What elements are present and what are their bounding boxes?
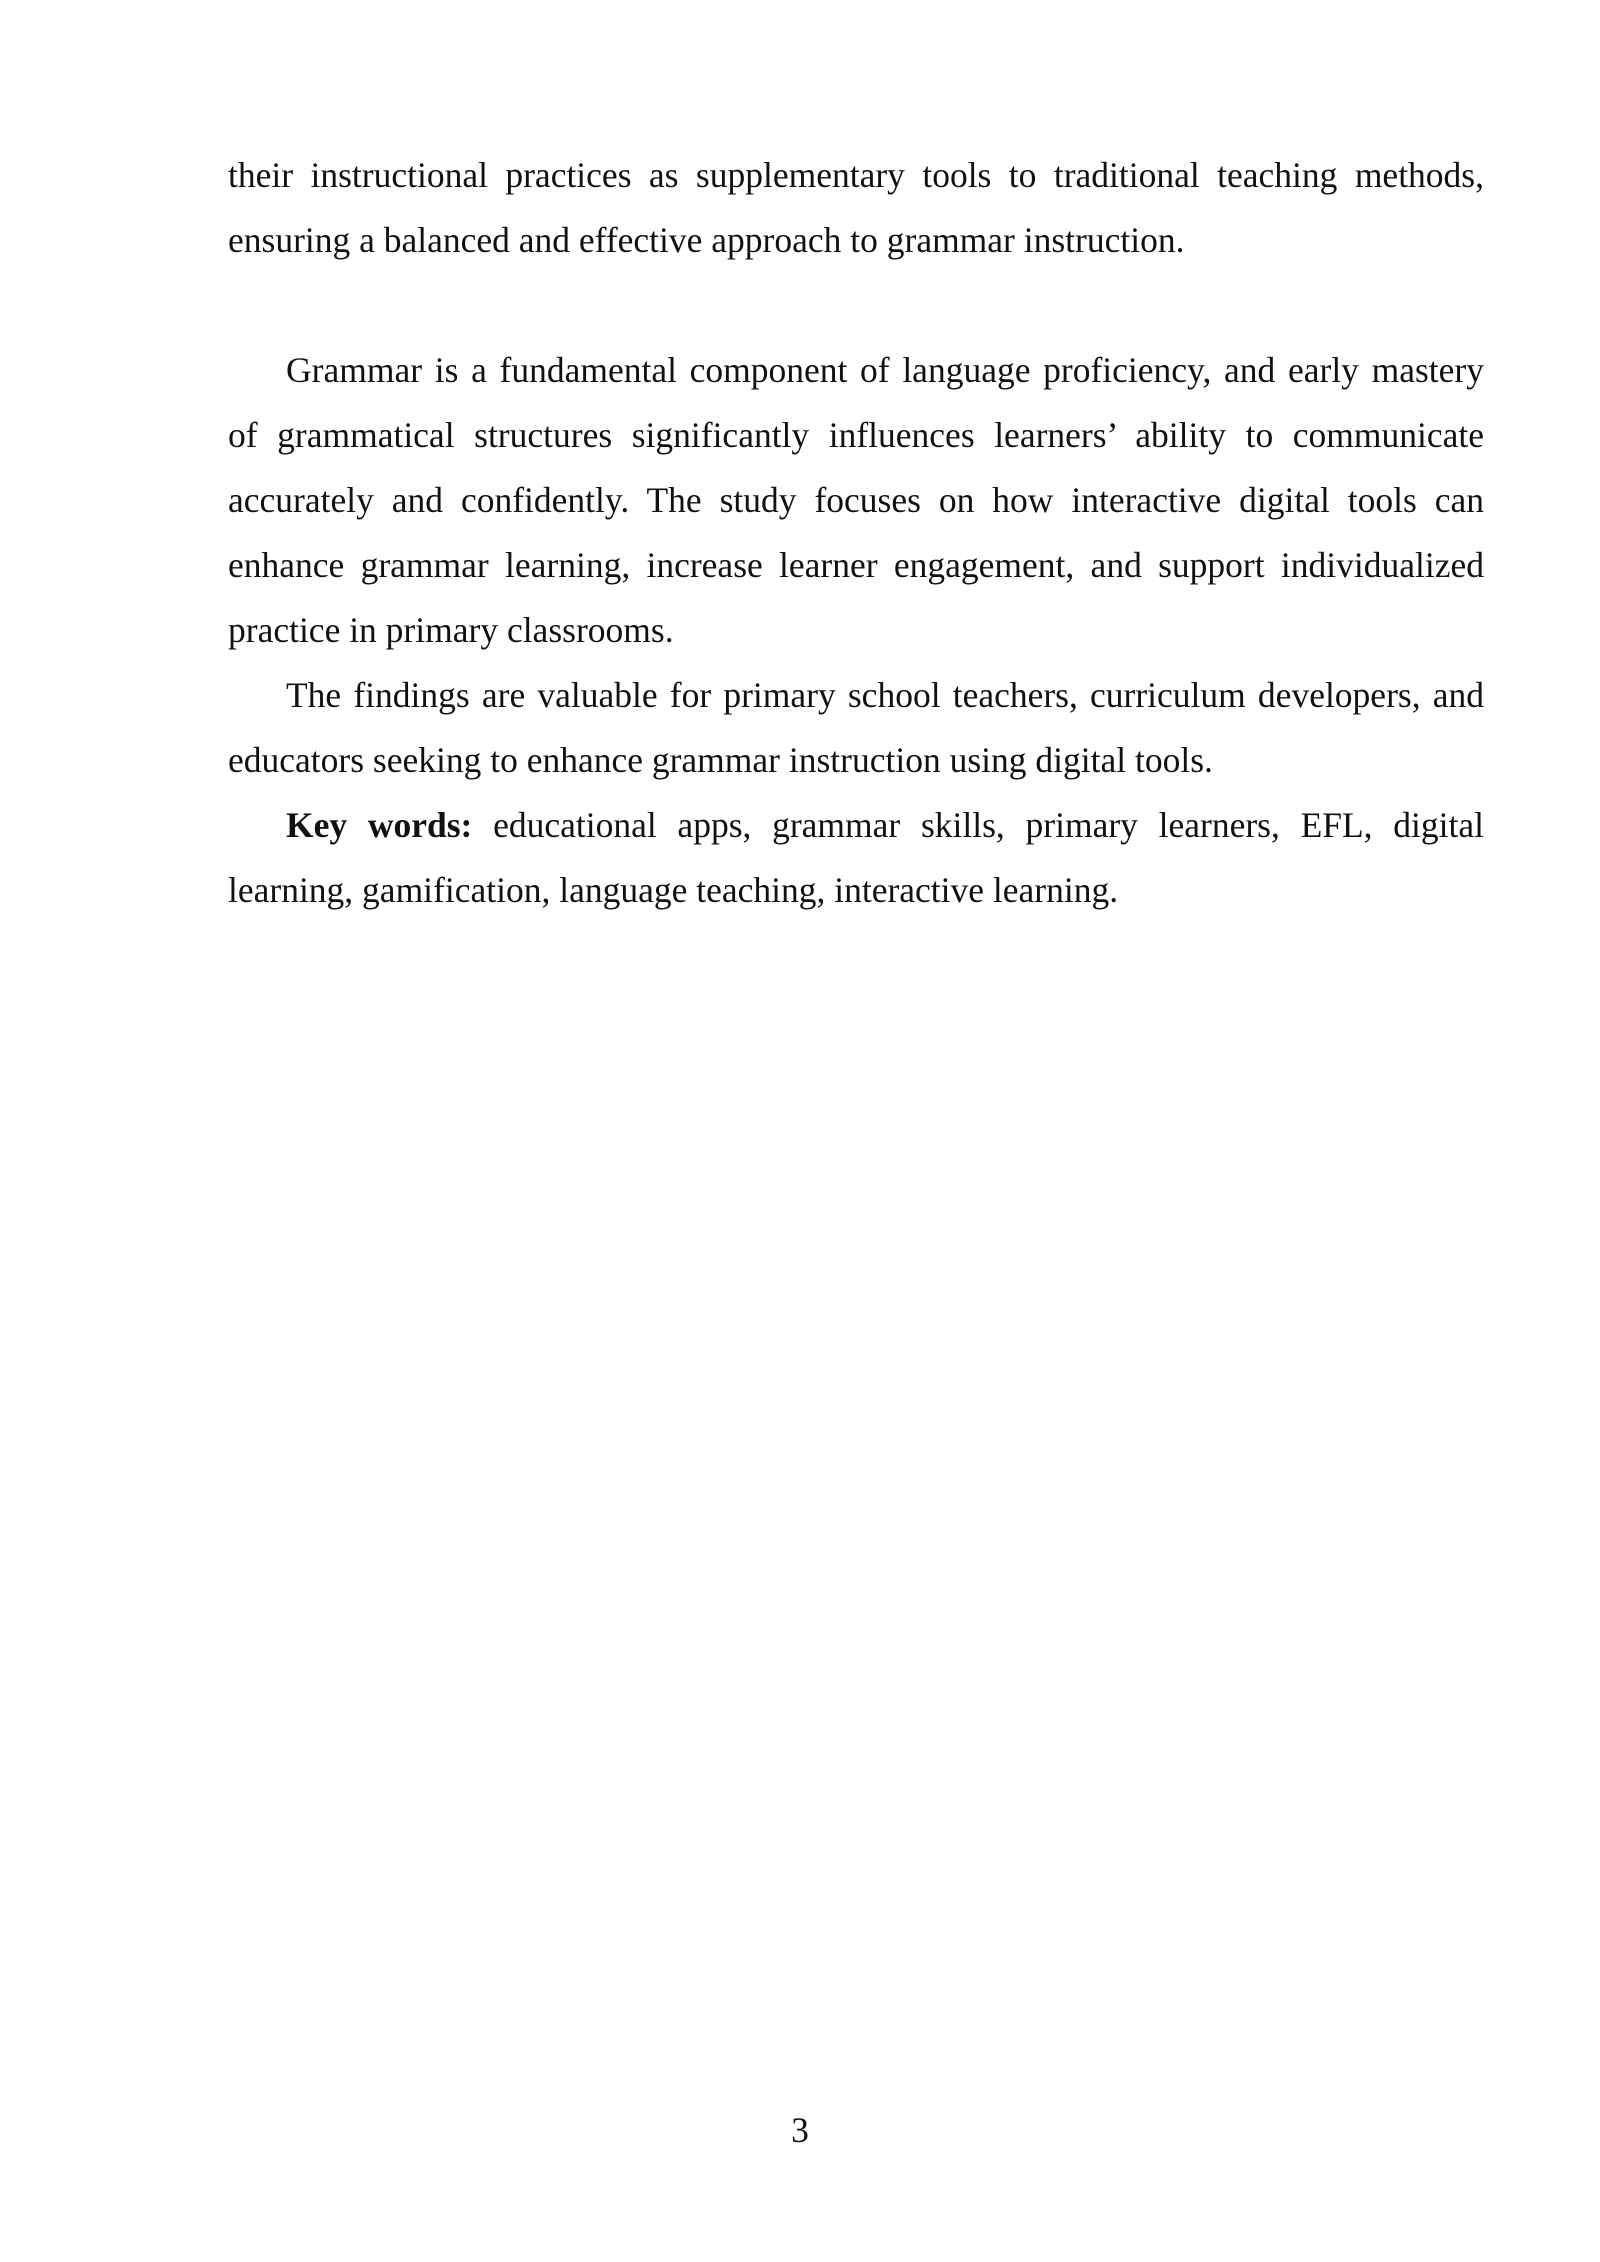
paragraph-findings: The findings are valuable for primary school teachers, curriculum developers, and educators seeking to enhance grammar instruction using digital tools. [228, 675, 1484, 780]
paragraph-keywords [228, 793, 1484, 923]
keywords-text: educational apps, grammar skills, primary learners, EFL, digital learning, gamification, language teaching, interactive learning. [228, 805, 1484, 910]
page-number: 3 [791, 2110, 809, 2150]
keywords-label: Key words: [286, 805, 473, 845]
paragraph-grammar: Grammar is a fundamental component of language proficiency, and early mastery of grammatical structures significantly influences learners’ ability to communicate accurately and confidently. The study focuses on how interactive digital tools can enhance grammar learning, increase learner engagement, and support individualized practice in primary classrooms. [228, 350, 1484, 650]
paragraph-continuation: their instructional practices as supplementary tools to traditional teaching methods, ensuring a balanced and effective approach to grammar instruction. [228, 155, 1484, 260]
